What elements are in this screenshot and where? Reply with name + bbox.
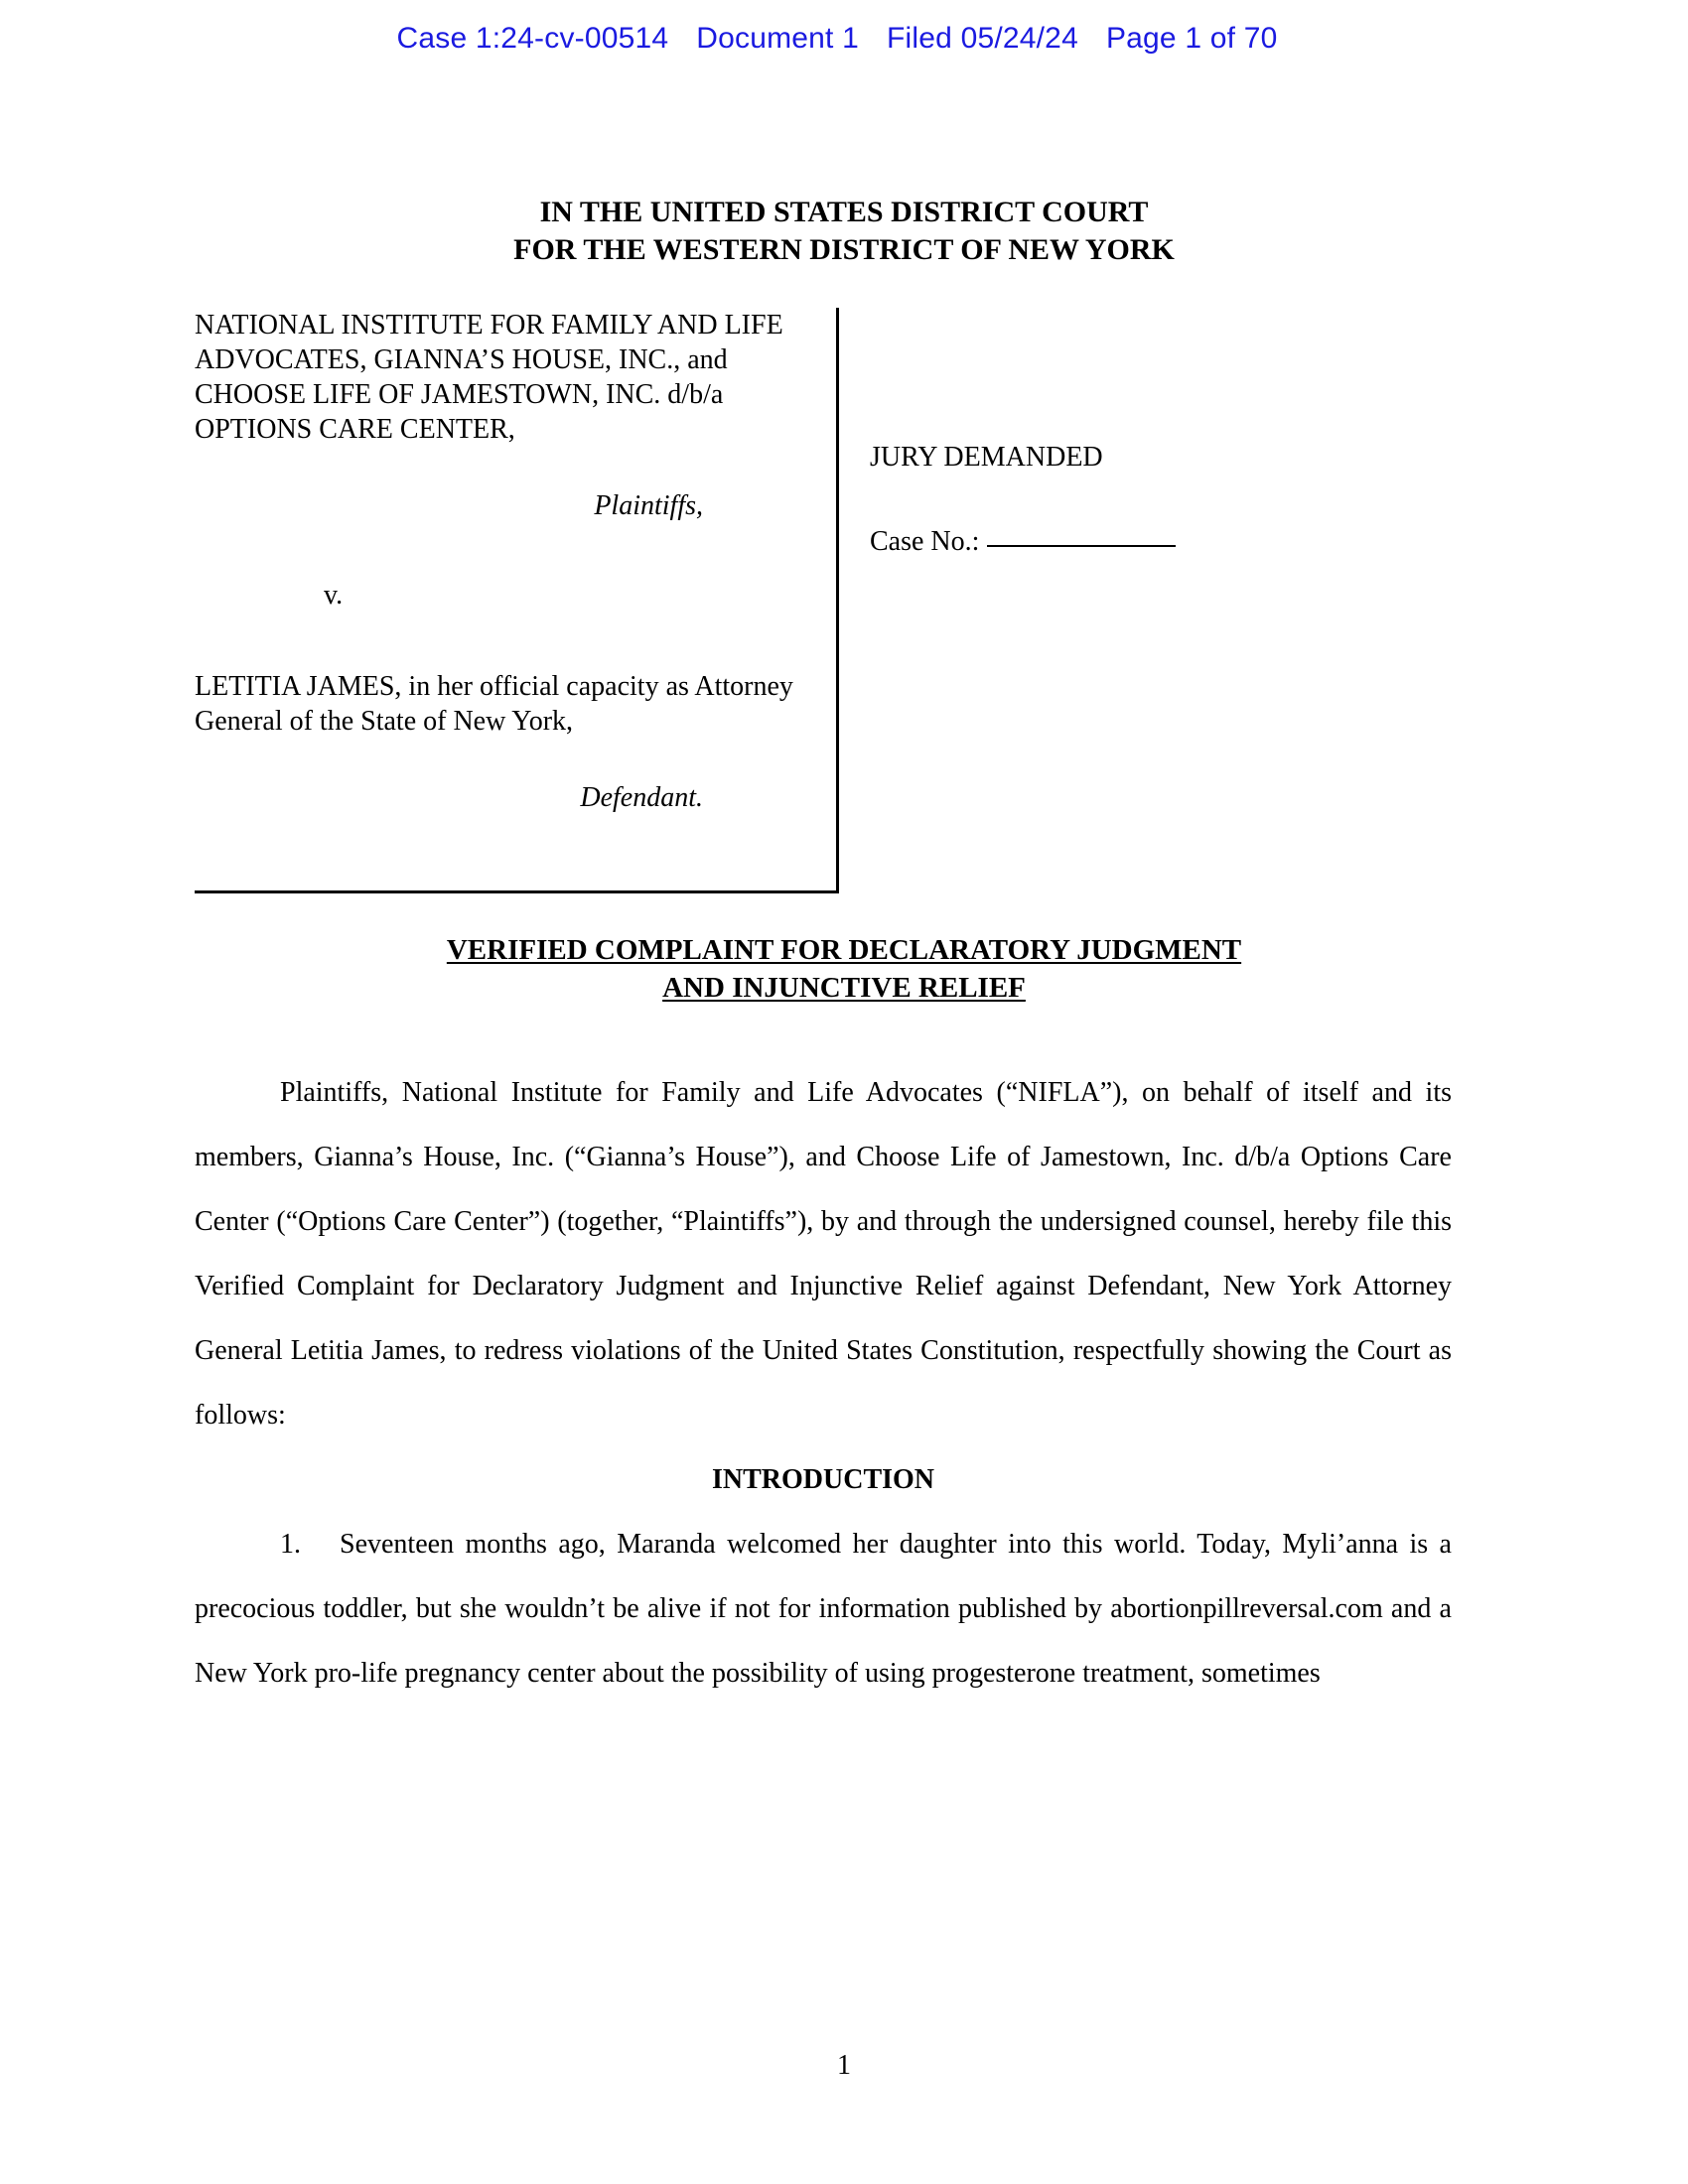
defendant-role-label: Defendant. bbox=[580, 782, 703, 813]
document-title-line-2-text: AND INJUNCTIVE RELIEF bbox=[662, 972, 1026, 1004]
case-number-field bbox=[870, 475, 1307, 559]
caption-spacer bbox=[195, 739, 820, 782]
document-title-line-1 bbox=[0, 931, 1688, 969]
defendant-party-name: LETITIA JAMES, in her official capacity as Attorney General of the State of New York, bbox=[195, 671, 793, 737]
ecf-filed-date: Filed 05/24/24 bbox=[887, 22, 1078, 55]
ecf-page-indicator: Page 1 of 70 bbox=[1105, 22, 1278, 55]
versus-label: v. bbox=[324, 580, 344, 611]
caption-vertical-divider bbox=[836, 308, 839, 893]
plaintiffs-role-label: Plaintiffs, bbox=[594, 490, 703, 521]
ecf-header-stamp bbox=[0, 22, 1688, 56]
introduction-heading: INTRODUCTION bbox=[711, 1464, 935, 1495]
court-title-line-1: IN THE UNITED STATES DISTRICT COURT bbox=[539, 196, 1149, 228]
document-title-line-1-text: VERIFIED COMPLAINT FOR DECLARATORY JUDGMENT bbox=[446, 934, 1242, 966]
paragraph-1-number: 1. bbox=[280, 1529, 301, 1560]
document-title bbox=[0, 931, 1688, 1007]
numbered-paragraph-1 bbox=[195, 1512, 1452, 1706]
jury-demand-label: JURY DEMANDED bbox=[870, 442, 1103, 473]
caption-spacer bbox=[195, 612, 820, 669]
case-number-label: Case No.: bbox=[870, 526, 980, 557]
caption-left-column bbox=[195, 308, 820, 814]
document-title-line-2 bbox=[0, 969, 1688, 1007]
preamble-paragraph: Plaintiffs, National Institute for Family and Life Advocates (“NIFLA”), on behalf of itself and its members, Gianna’s House, Inc. (“Gianna’s House”), and Choose Life of Jamestown, Inc. d/b/a Options Care Center (“Options Care Center”) (together, “Plaintiffs”), by and through the undersigned counsel, hereby file this Verified Complaint for Declaratory Judgment and Injunctive Relief against Defendant, New York Attorney General Letitia James, to redress violations of the United States Constitution, respectfully showing the Court as follows: bbox=[195, 1077, 1452, 1431]
case-caption-block bbox=[195, 308, 1307, 893]
plaintiff-party-names: NATIONAL INSTITUTE FOR FAMILY AND LIFE ADVOCATES, GIANNA’S HOUSE, INC., and CHOOSE LIFE OF JAMESTOWN, INC. d/b/a OPTIONS CARE CENTER, bbox=[195, 310, 783, 445]
paragraph-1-text: Seventeen months ago, Maranda welcomed her daughter into this world. Today, Myli’anna is a precocious toddler, but she wouldn’t be alive if not for information published by abortionpillreversal.com and a New York pro-life pregnancy center about the possibility of using progesterone treatment, sometimes bbox=[195, 1529, 1452, 1689]
caption-spacer bbox=[195, 447, 820, 490]
ecf-document-number: Document 1 bbox=[696, 22, 860, 55]
case-number-blank-line bbox=[987, 545, 1176, 547]
ecf-case-number: Case 1:24-cv-00514 bbox=[396, 22, 669, 55]
document-body bbox=[195, 1060, 1452, 1706]
court-title-line-2: FOR THE WESTERN DISTRICT OF NEW YORK bbox=[513, 233, 1175, 266]
page-number-footer: 1 bbox=[837, 2050, 851, 2081]
caption-right-column bbox=[870, 308, 1307, 559]
caption-spacer bbox=[195, 522, 820, 580]
court-title bbox=[0, 194, 1688, 269]
caption-bottom-rule bbox=[195, 890, 839, 893]
